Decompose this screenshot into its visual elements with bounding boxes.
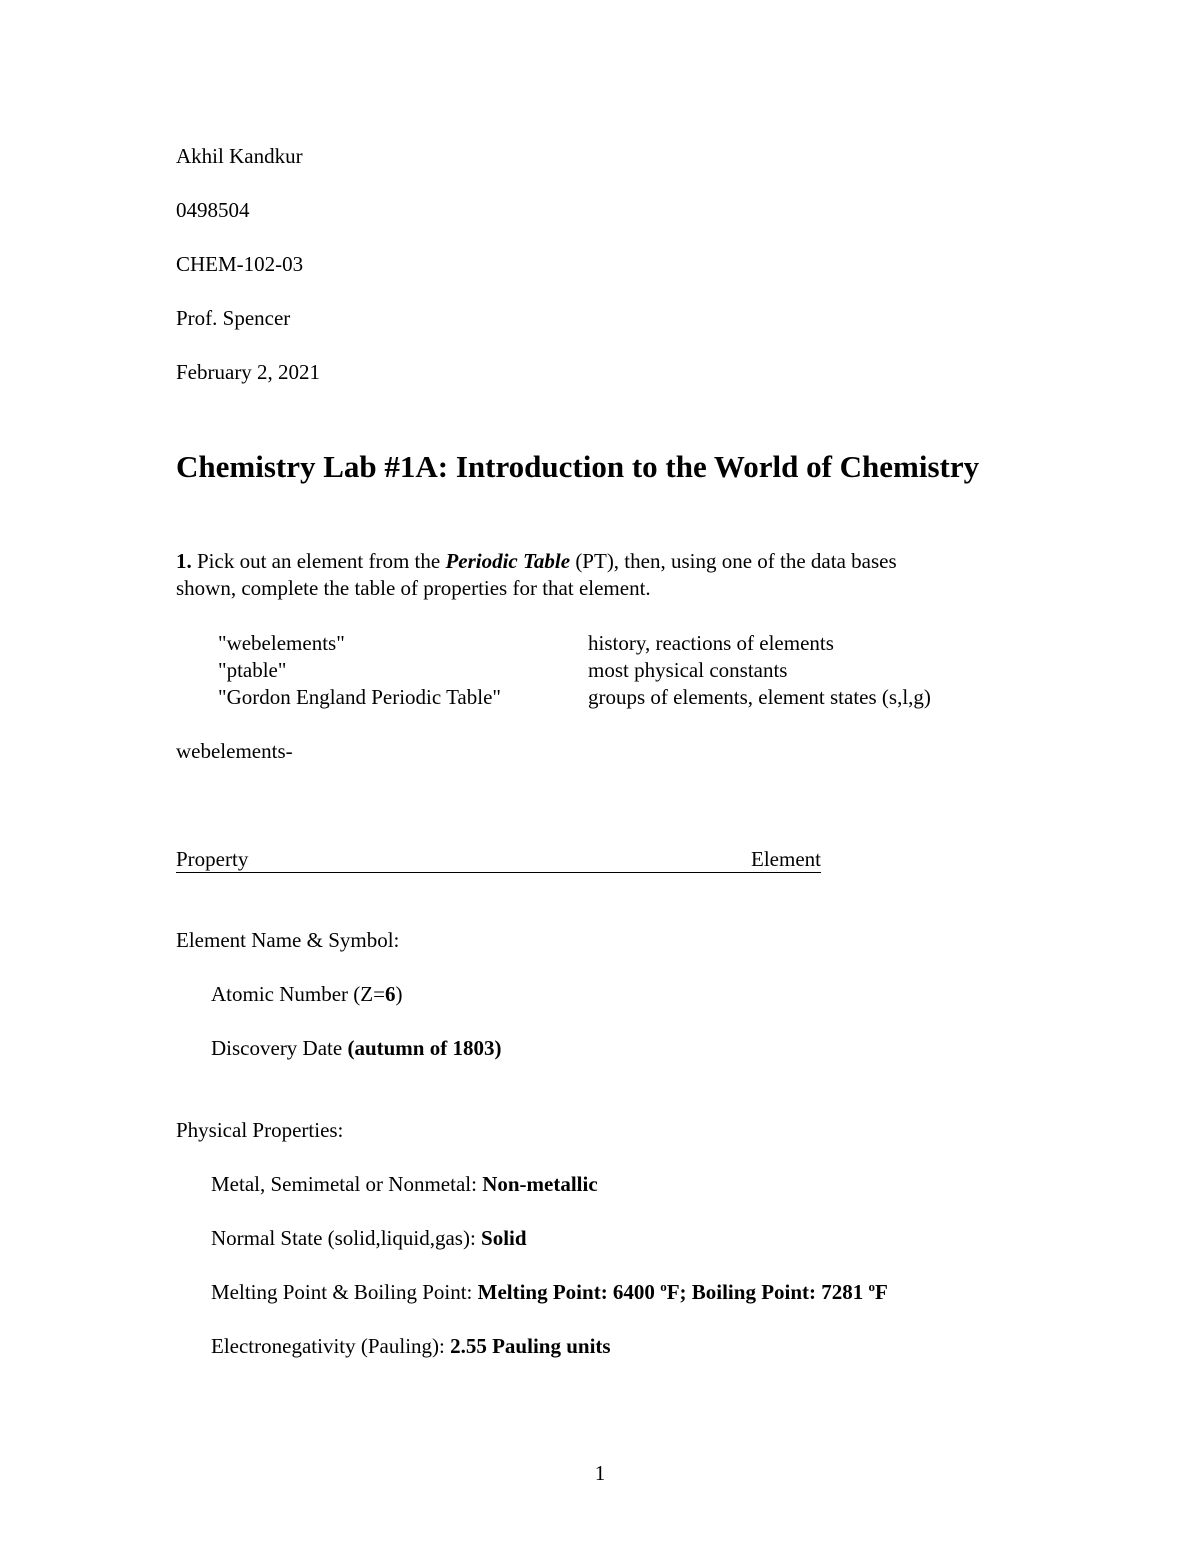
question-number: 1. [176, 549, 192, 573]
electronegativity-value: 2.55 Pauling units [450, 1334, 611, 1358]
question-text-before: Pick out an element from the [191, 549, 446, 573]
question-1-line-2: shown, complete the table of properties for that element. [176, 576, 651, 600]
element-name-symbol-heading: Element Name & Symbol: [176, 928, 400, 952]
database-desc-ptable: most physical constants [588, 658, 788, 682]
metal-classification-value: Non-metallic [482, 1172, 598, 1196]
normal-state-value: Solid [481, 1226, 527, 1250]
question-1-line-1 [176, 548, 897, 575]
electronegativity-row [211, 1333, 611, 1360]
document-date: February 2, 2021 [176, 360, 321, 384]
atomic-number-suffix: ) [395, 982, 403, 1006]
student-id: 0498504 [176, 198, 250, 222]
atomic-number-value: 6 [384, 982, 396, 1006]
melting-boiling-row [211, 1279, 888, 1306]
discovery-date-label: Discovery Date [211, 1036, 348, 1060]
database-name-gordon-england: "Gordon England Periodic Table" [218, 685, 501, 709]
course-code: CHEM-102-03 [176, 252, 304, 276]
metal-classification-label: Metal, Semimetal or Nonmetal: [211, 1172, 483, 1196]
boiling-point-unit: F [875, 1280, 888, 1304]
electronegativity-label: Electronegativity (Pauling): [211, 1334, 451, 1358]
metal-classification-row [211, 1171, 598, 1198]
discovery-date-value: (autumn of 1803) [347, 1036, 502, 1060]
question-text-after: (PT), then, using one of the data bases [570, 549, 897, 573]
database-desc-gordon-england: groups of elements, element states (s,l,g) [588, 685, 931, 709]
normal-state-label: Normal State (solid,liquid,gas): [211, 1226, 482, 1250]
boiling-point-value: F; Boiling Point: 7281 [666, 1280, 869, 1304]
source-label: webelements- [176, 739, 293, 763]
degree-symbol-2: o [868, 1279, 876, 1294]
property-header-label: Property [176, 847, 249, 871]
atomic-number-row [211, 981, 402, 1008]
property-table-header [176, 846, 821, 873]
normal-state-row [211, 1225, 527, 1252]
page-title: Chemistry Lab #1A: Introduction to the World of Chemistry [176, 449, 980, 484]
melting-point-value: Melting Point: 6400 [477, 1280, 661, 1304]
database-desc-webelements: history, reactions of elements [588, 631, 834, 655]
periodic-table-emphasis: Periodic Table [445, 549, 571, 573]
degree-symbol-1: o [660, 1279, 667, 1294]
discovery-date-row [211, 1035, 501, 1062]
database-name-ptable: "ptable" [218, 658, 287, 682]
atomic-number-label: Atomic Number (Z= [211, 982, 385, 1006]
student-name: Akhil Kandkur [176, 144, 303, 168]
element-header-label: Element [751, 847, 821, 871]
database-name-webelements: "webelements" [218, 631, 345, 655]
melting-boiling-label: Melting Point & Boiling Point: [211, 1280, 478, 1304]
page-number: 1 [594, 1461, 606, 1485]
professor-name: Prof. Spencer [176, 306, 291, 330]
physical-properties-heading: Physical Properties: [176, 1118, 344, 1142]
